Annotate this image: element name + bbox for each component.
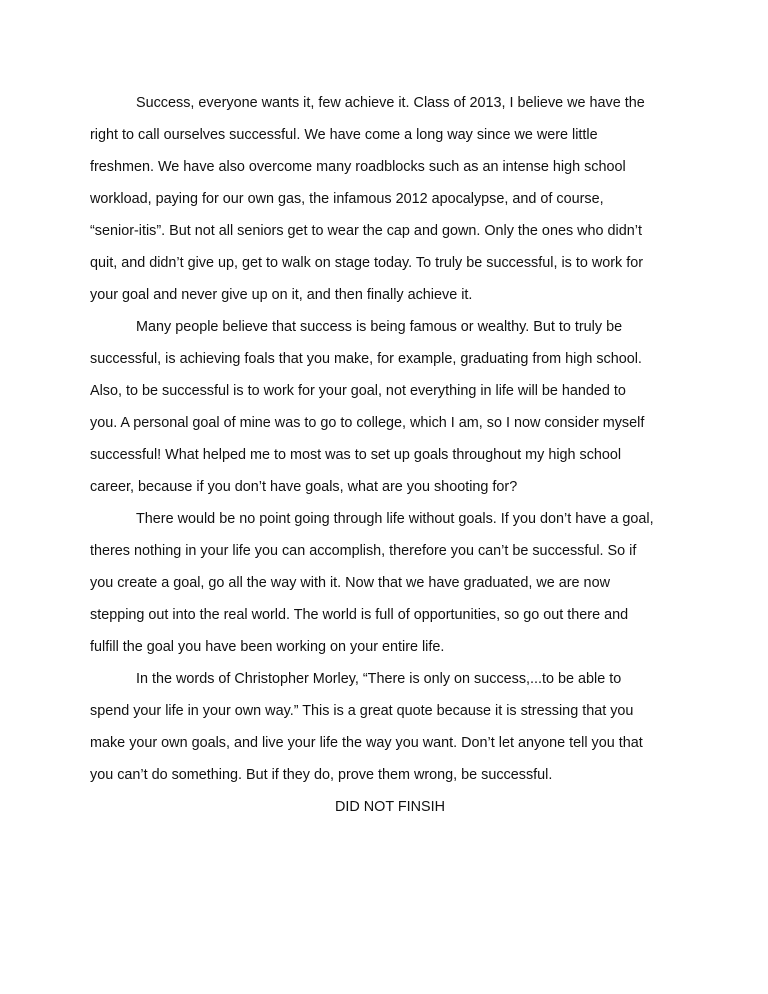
paragraph-line: career, because if you don’t have goals, what are you shooting for?: [90, 479, 518, 495]
closing-note: DID NOT FINSIH: [334, 799, 446, 815]
paragraph-line: There would be no point going through life without goals. If you don’t have a goal,: [136, 511, 654, 527]
paragraph-line: successful! What helped me to most was to set up goals throughout my high school: [90, 447, 622, 463]
paragraph-line: your goal and never give up on it, and then finally achieve it.: [90, 287, 473, 303]
paragraph-2: [90, 311, 690, 503]
paragraph-line: make your own goals, and live your life the way you want. Don’t let anyone tell you that: [90, 735, 643, 751]
paragraph-line: In the words of Christopher Morley, “There is only on success,...to be able to: [136, 671, 622, 687]
paragraph-line: Many people believe that success is being famous or wealthy. But to truly be: [136, 319, 623, 335]
paragraph-line: theres nothing in your life you can accomplish, therefore you can’t be successful. So if: [90, 543, 637, 559]
document-body: [90, 87, 690, 823]
paragraph-1: [90, 87, 690, 311]
paragraph-line: right to call ourselves successful. We have come a long way since we were little: [90, 127, 598, 143]
paragraph-line: Also, to be successful is to work for your goal, not everything in life will be handed to: [90, 383, 626, 399]
paragraph-line: stepping out into the real world. The world is full of opportunities, so go out there and: [90, 607, 629, 623]
paragraph-line: workload, paying for our own gas, the infamous 2012 apocalypse, and of course,: [90, 191, 604, 207]
paragraph-line: “senior-itis”. But not all seniors get to wear the cap and gown. Only the ones who didn’t: [90, 223, 642, 239]
paragraph-3: [90, 503, 690, 663]
paragraph-line: freshmen. We have also overcome many roadblocks such as an intense high school: [90, 159, 626, 175]
paragraph-line: spend your life in your own way.” This is a great quote because it is stressing that you: [90, 703, 634, 719]
paragraph-line: quit, and didn’t give up, get to walk on stage today. To truly be successful, is to work for: [90, 255, 644, 271]
paragraph-line: you. A personal goal of mine was to go to college, which I am, so I now consider myself: [90, 415, 645, 431]
paragraph-4: [90, 663, 690, 791]
paragraph-line: you create a goal, go all the way with it. Now that we have graduated, we are now: [90, 575, 610, 591]
paragraph-line: Success, everyone wants it, few achieve it. Class of 2013, I believe we have the: [136, 95, 645, 111]
paragraph-line: you can’t do something. But if they do, prove them wrong, be successful.: [90, 767, 553, 783]
paragraph-line: fulfill the goal you have been working on your entire life.: [90, 639, 445, 655]
paragraph-line: successful, is achieving foals that you make, for example, graduating from high school.: [90, 351, 642, 367]
